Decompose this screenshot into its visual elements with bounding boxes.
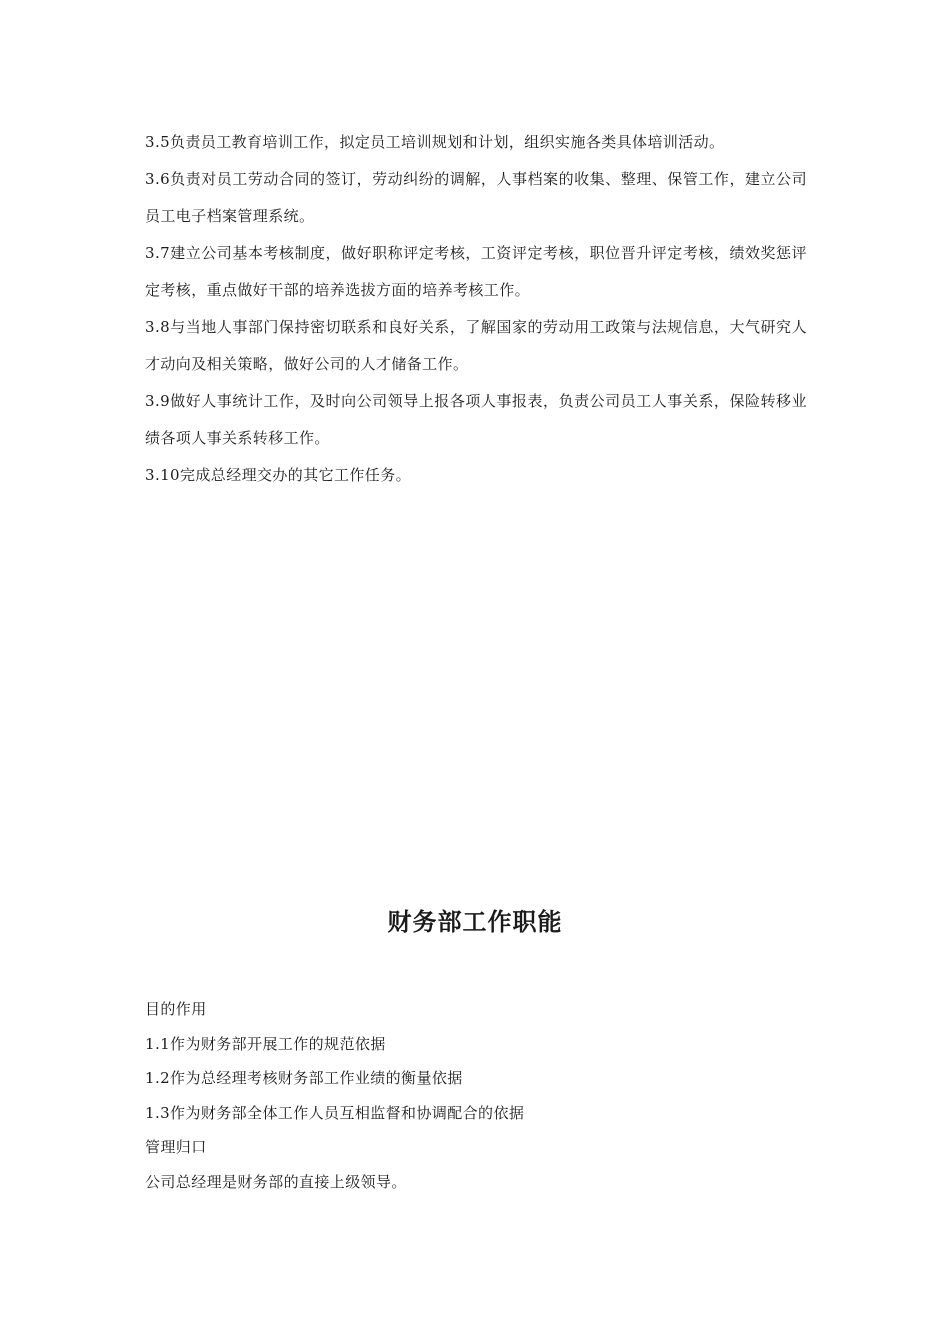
management-heading: 管理归口: [145, 1138, 207, 1156]
finance-duties-section: [145, 992, 807, 1199]
purpose-heading: 目的作用: [145, 1000, 207, 1018]
purpose-item-1-3: 1.3作为财务部全体工作人员互相监督和协调配合的依据: [145, 1103, 525, 1122]
duty-item-3-7: 3.7建立公司基本考核制度，做好职称评定考核，工资评定考核，职位晋升评定考核，绩效奖惩评定考核，重点做好干部的培养选拔方面的培养考核工作。: [145, 244, 807, 299]
duty-item-3-10: 3.10完成总经理交办的其它工作任务。: [145, 466, 411, 484]
duty-item-3-8: 3.8与当地人事部门保持密切联系和良好关系，了解国家的劳动用工政策与法规信息，大气研究人才动向及相关策略，做好公司的人才储备工作。: [145, 318, 807, 373]
duty-item-3-9: 3.9做好人事统计工作，及时向公司领导上报各项人事报表，负责公司员工人事关系，保险转移业绩各项人事关系转移工作。: [145, 392, 807, 447]
finance-section-title: 财务部工作职能: [387, 908, 563, 936]
purpose-item-1-2: 1.2作为总经理考核财务部工作业绩的衡量依据: [145, 1069, 463, 1087]
management-text: 公司总经理是财务部的直接上级领导。: [145, 1172, 407, 1191]
duty-item-3-5: 3.5负责员工教育培训工作，拟定员工培训规划和计划，组织实施各类具体培训活动。: [145, 133, 725, 151]
hr-duties-section: [145, 124, 807, 494]
purpose-item-1-1: 1.1作为财务部开展工作的规范依据: [145, 1034, 386, 1053]
duty-item-3-6: 3.6负责对员工劳动合同的签订，劳动纠纷的调解，人事档案的收集、整理、保管工作，建立公司员工电子档案管理系统。: [145, 170, 807, 225]
